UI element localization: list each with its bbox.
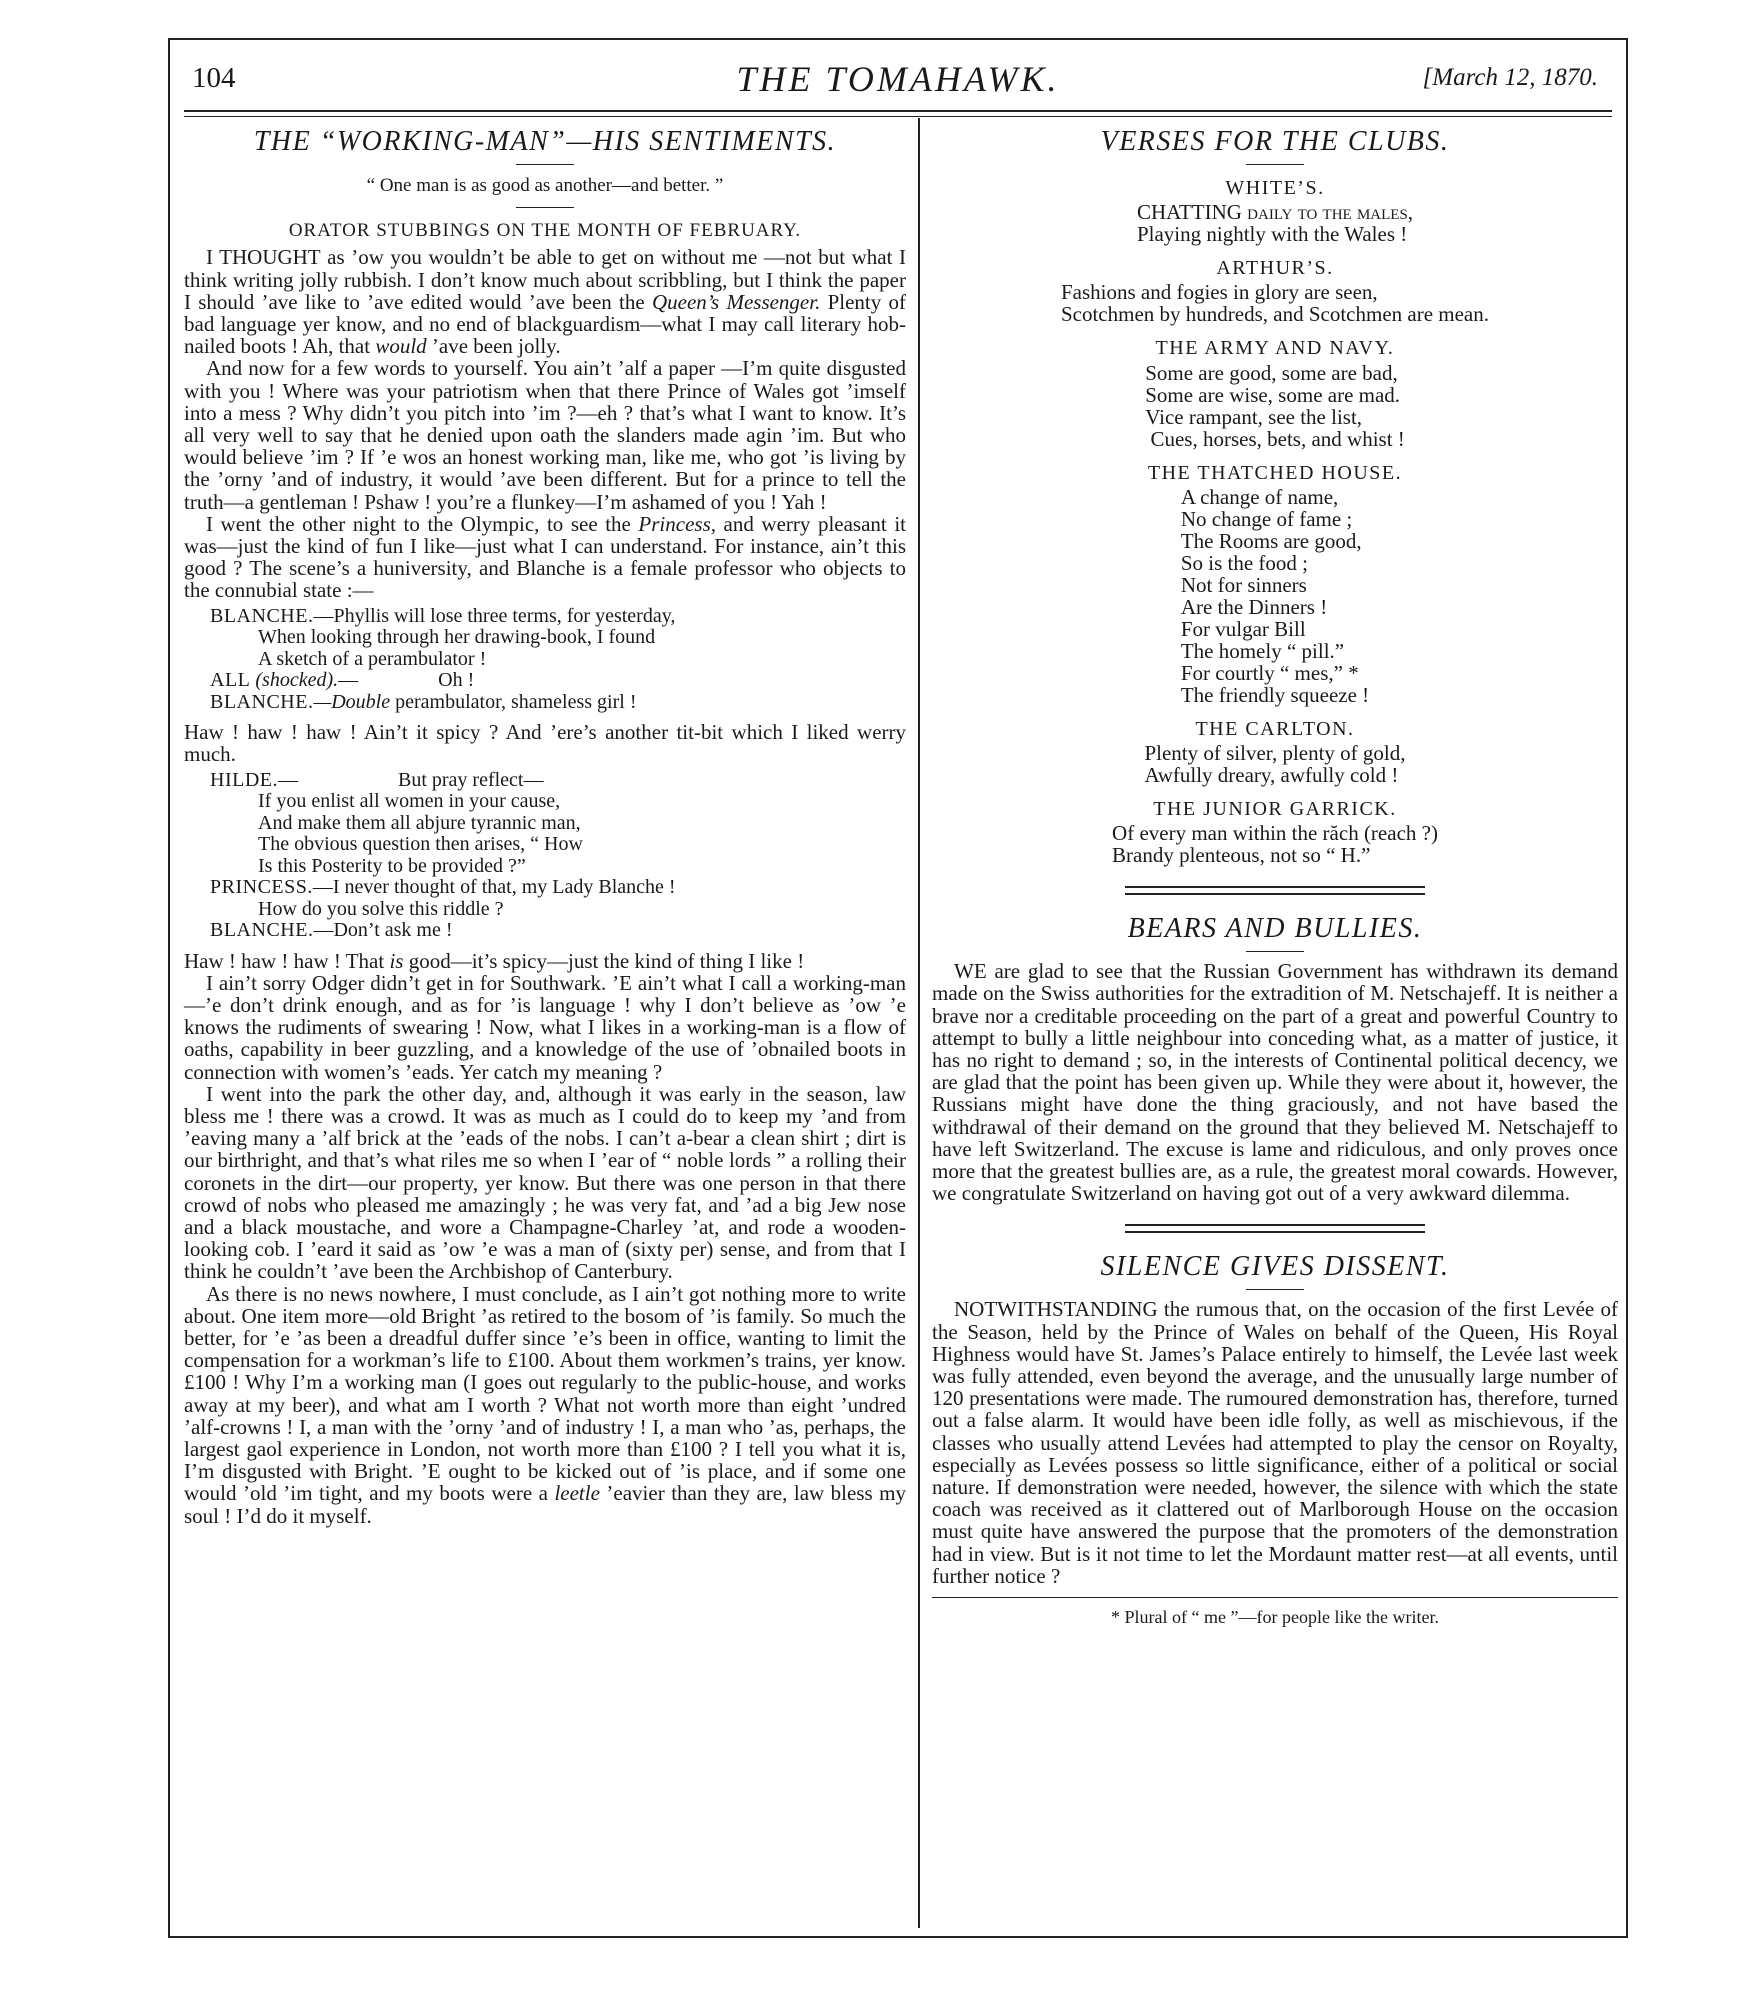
line-text: —Phyllis will lose three terms, for yesterday, bbox=[313, 604, 676, 627]
verse-line: A change of name, bbox=[1180, 484, 1339, 509]
speaker: ALL bbox=[210, 669, 251, 692]
footnote: * Plural of “ me ”—for people like the writer. bbox=[1111, 1607, 1439, 1628]
club-verse bbox=[1112, 822, 1438, 866]
italic-run: Queen’s Messenger. bbox=[651, 289, 821, 314]
italic-run: Princess, bbox=[638, 511, 716, 536]
verse-line: Plenty of silver, plenty of gold, bbox=[1144, 741, 1406, 766]
verse-line: Fashions and fogies in glory are seen, bbox=[1060, 280, 1378, 305]
text-run: and werry pleasant it was—just the kind of fun I like—just what I can understand. For instance, ain’t this good ? The scene’s a huniversity, and Blanche is a female professor who objects to the connubial state :— bbox=[184, 511, 906, 603]
page-header bbox=[186, 59, 1610, 106]
play-line bbox=[210, 670, 906, 692]
club-name: ARTHUR’S. bbox=[1216, 257, 1334, 280]
right-column bbox=[932, 122, 1618, 1628]
verse-line: Cues, horses, bets, and whist ! bbox=[1145, 426, 1405, 451]
footnote-rule bbox=[932, 1597, 1618, 1598]
verse-line: The Rooms are good, bbox=[1180, 528, 1362, 553]
play-line: If you enlist all women in your cause, bbox=[258, 790, 561, 813]
paragraph: I went into the park the other day, and, although it was early in the season, law bless me ! there was a crowd. It was as much as I could do to keep my ’and from ’eaving many a ’alf brick at the ’eads of the nobs. I can’t a-bear a clean shirt ; dirt is our birthright, and that’s what riles me so when I ’ear of “ noble lords ” a rolling their coronets in the dirt—our property, yer know. But there was one person in that there crowd of nobs who pleased me amazingly ; he was very fat, and ’ad a big Jew nose and a black moustache, and wore a Champagne-Charley ’at, and rode a wooden-looking cob. I ’eard it said as ’ow ’e was a man of (sixty per) sense, and from that I think he couldn’t ’ave been the Archbishop of Canterbury. bbox=[184, 1081, 906, 1284]
line-text: —I never thought of that, my Lady Blanche ! bbox=[312, 876, 676, 899]
paragraph: I ain’t sorry Odger didn’t get in for Southwark. ’E ain’t what I call a working-man—’e don’t drink enough, and as for ’is language ! why I don’t believe as ’ow ’e knows the rudiments of swearing ! Now, what I likes in a working-man is a flow of oaths, capability in beer guzzling, and a knowledge of the use of ’obnailed boots in connection with women’s ’eads. Yer catch my meaning ? bbox=[184, 970, 906, 1084]
speaker: PRINCESS. bbox=[210, 876, 313, 899]
bears-headline: BEARS AND BULLIES. bbox=[1127, 913, 1423, 945]
epigraph: “ One man is as good as another—and better. ” bbox=[366, 175, 724, 196]
speaker: BLANCHE. bbox=[210, 604, 314, 627]
verse-line: Awfully dreary, awfully cold ! bbox=[1144, 763, 1399, 788]
text-run: as ’ow you wouldn’t be able to get on without me —not but what I think writing jolly rubbish. I don’t know much about scribbling, but I think the paper I should ’ave like to ’ave edited would ’ave been the bbox=[184, 245, 906, 314]
verse-line: Of every man within the răch (reach ?) bbox=[1112, 821, 1438, 846]
short-rule bbox=[1246, 164, 1304, 165]
verse-line bbox=[1137, 201, 1413, 223]
verse-line: For vulgar Bill bbox=[1180, 616, 1306, 641]
paragraph bbox=[932, 1298, 1618, 1587]
double-rule bbox=[1125, 886, 1425, 895]
play-excerpt bbox=[210, 770, 906, 942]
short-rule bbox=[516, 207, 574, 208]
text-run: ’eavier than they are, law bless my soul ! I’d do it myself. bbox=[184, 1481, 906, 1528]
paragraph bbox=[184, 513, 906, 602]
paragraph: And now for a few words to yourself. You ain’t ’alf a paper —I’m quite disgusted with you ! Where was your patriotism when that there Prince of Wales got ’imself into a mess ? Why didn’t you pitch into ’im ?—eh ? that’s what I want to know. It’s all very well to say that he denied upon oath the slanders made agin ’im. But who would believe ’im ? If ’e wos an honest working man, like me, who got ’is living by the ’orny ’and of industry, it would ’ave been different. But for a prince to tell the truth—a gentleman ! Pshaw ! you’re a flunkey—I’m ashamed of you ! Yah ! bbox=[184, 356, 906, 514]
club-verse bbox=[1144, 742, 1405, 786]
play-line bbox=[210, 877, 906, 899]
text-run: As there is no news nowhere, I must conclude, as I ain’t got nothing more to write about. One item more—old Bright ’as retired to the bosom of ’is family. So much the better, for ’e ’as been a dreadful duffer since ’e’s been in office, wanting to limit the compensation for a workman’s life to £100. About them workmen’s trains, yer know. £100 ! Why I’m a working man (I goes out regularly to the public-house, and works away at my beer), and what am I worth ? What not worth more than eight ’undred ’alf-crowns ! I, a man with the ’orny ’and of industry ! I, a man who ’as, perhaps, the largest gaol experience in London, not worth more than £100 ? I tell you what it is, I’m disgusted with Bright. ’E ought to be kicked out of ’is place, and if some one would ’old ’im tight, and my boots were a bbox=[184, 1281, 906, 1506]
verse-line: For courtly “ mes,” * bbox=[1180, 660, 1359, 685]
verse-line: No change of fame ; bbox=[1180, 506, 1353, 531]
line-text: — Oh ! bbox=[338, 669, 475, 692]
verse-line: Some are good, some are bad, bbox=[1145, 360, 1398, 385]
text-run: Haw ! haw ! haw ! That bbox=[184, 948, 390, 973]
verse-line: Some are wise, some are mad. bbox=[1145, 382, 1401, 407]
play-line: How do you solve this riddle ? bbox=[258, 897, 504, 920]
club-verse bbox=[1137, 201, 1413, 245]
short-rule bbox=[1246, 1289, 1304, 1290]
verses-headline: VERSES FOR THE CLUBS. bbox=[1100, 126, 1450, 157]
paragraph: Haw ! haw ! haw ! Ain’t it spicy ? And ’ere’s another tit-bit which I liked werry much. bbox=[184, 720, 906, 767]
speaker: BLANCHE. bbox=[210, 690, 314, 713]
line-text: — But pray reflect— bbox=[277, 768, 544, 791]
issue-date: [March 12, 1870. bbox=[1422, 64, 1598, 91]
play-line: Is this Posterity to be provided ?” bbox=[258, 854, 526, 877]
play-line bbox=[210, 920, 906, 942]
verse-line: Brandy plenteous, not so “ H.” bbox=[1112, 843, 1371, 868]
club-verses bbox=[932, 177, 1618, 866]
speaker: BLANCHE. bbox=[210, 919, 314, 942]
verse-line: Playing nightly with the Wales ! bbox=[1136, 222, 1408, 247]
club-verse bbox=[1145, 362, 1405, 450]
text-run: are glad to see that the Russian Government has withdrawn its demand made on the Swiss authorities for the extradition of M. Netschajeff. It is neither a brave nor a creditable proceeding on the part of a great and powerful Country to attempt to bully a little neighbour into conceding what, as a matter of justice, it has no right to demand ; so, in the interests of Continental political decency, we are glad that the point has been given up. While they were about it, however, the Russians might have done the thing graciously, and not have based the withdrawal of their demand on the ground that they believed M. Netschajeff to have left Switzerland. The excuse is lame and ridiculous, and only proves once more that the greatest bullies are, as a rule, the greatest moral cowards. However, we congratulate Switzerland on having got out of a very awkward dilemma. bbox=[932, 959, 1618, 1206]
verse-text: CHATTING daily to the males, bbox=[1136, 200, 1414, 225]
article-subhead: ORATOR STUBBINGS ON THE MONTH OF FEBRUARY. bbox=[288, 220, 802, 242]
text-run: ’ave been jolly. bbox=[426, 334, 561, 359]
play-line: The obvious question then arises, “ How bbox=[258, 833, 583, 856]
header-rule bbox=[184, 110, 1612, 112]
italic-run: would bbox=[375, 334, 427, 359]
club-name: THE ARMY AND NAVY. bbox=[1155, 337, 1395, 360]
stage-direction: (shocked). bbox=[255, 669, 339, 692]
club-verse bbox=[1181, 486, 1369, 706]
play-line bbox=[210, 606, 906, 628]
play-line bbox=[210, 770, 906, 792]
club-name: THE THATCHED HOUSE. bbox=[1147, 461, 1403, 484]
verse-line: Vice rampant, see the list, bbox=[1145, 404, 1363, 429]
play-line: A sketch of a perambulator ! bbox=[258, 647, 487, 670]
short-rule bbox=[1246, 951, 1304, 952]
verse-line: Scotchmen by hundreds, and Scotchmen are mean. bbox=[1060, 302, 1490, 327]
page-number: 104 bbox=[192, 62, 236, 94]
italic-run: leetle bbox=[554, 1481, 600, 1506]
verse-line: Are the Dinners ! bbox=[1180, 594, 1328, 619]
paragraph bbox=[184, 246, 906, 357]
text-run: I went the other night to the Olympic, to see the bbox=[206, 511, 639, 536]
italic-run: —Double bbox=[313, 690, 391, 713]
play-excerpt bbox=[210, 606, 906, 714]
newspaper-page bbox=[168, 38, 1628, 1938]
verse-line: Not for sinners bbox=[1180, 572, 1307, 597]
lead-words: I THOUGHT bbox=[206, 245, 321, 270]
club-name: THE JUNIOR GARRICK. bbox=[1153, 798, 1397, 821]
paragraph bbox=[932, 960, 1618, 1204]
silence-headline: SILENCE GIVES DISSENT. bbox=[1100, 1251, 1450, 1283]
lead-words: NOTWITHSTANDING bbox=[954, 1297, 1158, 1322]
left-column bbox=[184, 122, 906, 1527]
line-text: perambulator, shameless girl ! bbox=[390, 690, 637, 713]
text-run: the rumous that, on the occasion of the first Levée of the Season, held by the Prince of Wales on behalf of the Queen, His Royal Highness would have St. James’s Palace entirely to himself, the Levée last week was fully attended, even beyond the average, and the unusually large number of 120 presentations were made. The rumoured demonstration has, therefore, turned out a false alarm. It would have been idle folly, as well as mischievous, if the classes who usually attend Levées had attempted to play the censor on Royalty, especially as Levées possess so little significance, either of a political or social nature. If demonstration were needed, however, the silence with which the state coach was received as it clattered out of Marlborough House on the occasion must quite have answered the purpose that the promoters of the demonstration had in view. But is it not time to let the Mordaunt matter rest—at all events, until further notice ? bbox=[932, 1297, 1618, 1588]
paragraph bbox=[184, 950, 906, 972]
double-rule bbox=[1125, 1224, 1425, 1233]
text-run: Plenty of bad language yer know, and no end of blackguardism—what I may call literary hob-nailed boots ! Ah, that bbox=[184, 289, 906, 359]
play-line bbox=[210, 692, 906, 714]
lead-words: WE bbox=[954, 959, 987, 984]
speaker: HILDE. bbox=[210, 768, 278, 791]
italic-run: is bbox=[389, 948, 404, 973]
bottom-rule bbox=[170, 1936, 1626, 1938]
verse-line: The friendly squeeze ! bbox=[1180, 682, 1370, 707]
header-rule-thin bbox=[184, 116, 1612, 117]
paragraph bbox=[184, 1283, 906, 1527]
short-rule bbox=[516, 164, 574, 165]
column-divider bbox=[918, 118, 920, 1928]
play-line: And make them all abjure tyrannic man, bbox=[258, 811, 581, 834]
line-text: —Don’t ask me ! bbox=[313, 919, 453, 942]
verse-line: So is the food ; bbox=[1180, 550, 1308, 575]
club-name: WHITE’S. bbox=[1225, 177, 1325, 199]
club-verse bbox=[1061, 281, 1489, 325]
text-run: good—it’s spicy—just the kind of thing I like ! bbox=[403, 948, 805, 973]
club-name: THE CARLTON. bbox=[1195, 717, 1355, 740]
article-headline: THE “WORKING-MAN”—HIS SENTIMENTS. bbox=[253, 126, 837, 157]
verse-line: The homely “ pill.” bbox=[1180, 638, 1345, 663]
play-line: When looking through her drawing-book, I found bbox=[258, 626, 656, 649]
masthead-title: THE TOMAHAWK. bbox=[736, 59, 1060, 99]
